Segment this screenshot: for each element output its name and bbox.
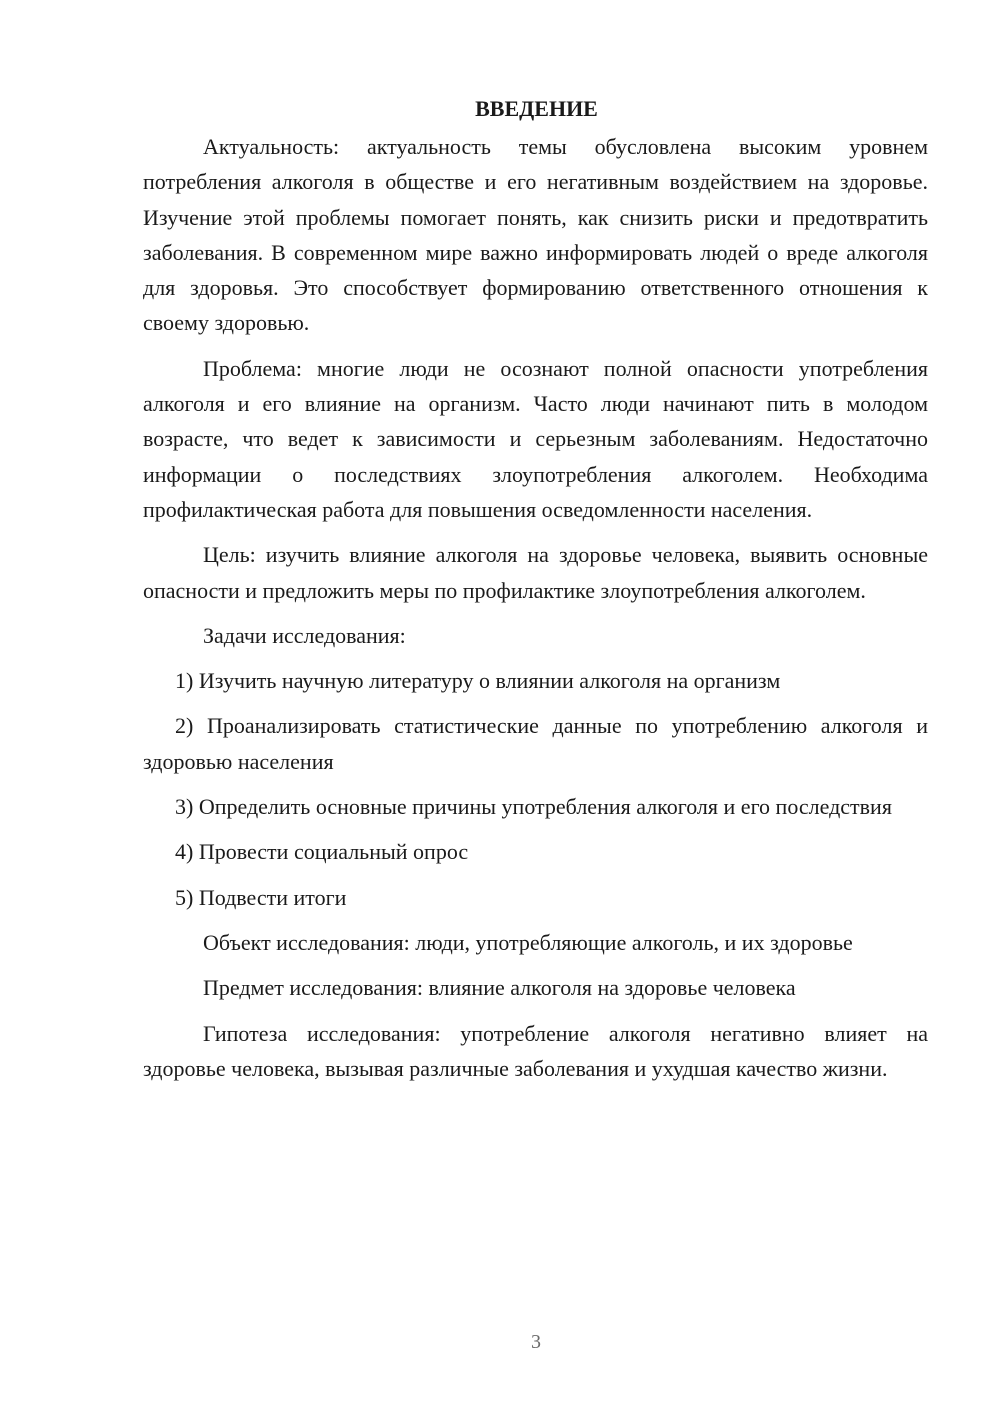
task-item-3: 3) Определить основные причины употребления алкоголя и его последствия bbox=[175, 794, 892, 820]
goal-paragraph: Цель: изучить влияние алкоголя на здоровье человека, выявить основные опасности и предложить меры по профилактике злоупотребления алкоголем. bbox=[143, 542, 928, 603]
task-item-4: 4) Провести социальный опрос bbox=[175, 839, 469, 865]
page-number: 3 bbox=[531, 1331, 541, 1353]
hypothesis-paragraph: Гипотеза исследования: употребление алкоголя негативно влияет на здоровье человека, вызывая различные заболевания и ухудшая качество жизни. bbox=[143, 1020, 928, 1081]
task-item-1: 1) Изучить научную литературу о влиянии алкоголя на организм bbox=[175, 668, 781, 694]
tasks-heading: Задачи исследования: bbox=[203, 622, 406, 648]
section-title: ВВЕДЕНИЕ bbox=[475, 96, 598, 121]
task-item-5: 5) Подвести итоги bbox=[175, 884, 347, 910]
object-paragraph: Объект исследования: люди, употребляющие алкоголь, и их здоровье bbox=[203, 929, 853, 955]
subject-paragraph: Предмет исследования: влияние алкоголя на здоровье человека bbox=[203, 975, 796, 1001]
task-item-2: 2) Проанализировать статистические данные по употреблению алкоголя и здоровью населения bbox=[143, 713, 928, 774]
problem-paragraph: Проблема: многие люди не осознают полной опасности употребления алкоголя и его влияние на организм. Часто люди начинают пить в молодом возрасте, что ведет к зависимости и серьезным заболеваниям. Недостаточно информации о последствиях злоупотребления алкоголем. Необходима профилактическая работа для повышения осведомленности населения. bbox=[143, 355, 928, 522]
relevance-paragraph: Актуальность: актуальность темы обусловлена высоким уровнем потребления алкоголя в обществе и его негативным воздействием на здоровье. Изучение этой проблемы помогает понять, как снизить риски и предотвратить заболевания. В современном мире важно информировать людей о вреде алкоголя для здоровья. Это способствует формированию ответственного отношения к своему здоровью. bbox=[143, 134, 928, 336]
document-body bbox=[143, 91, 928, 1086]
